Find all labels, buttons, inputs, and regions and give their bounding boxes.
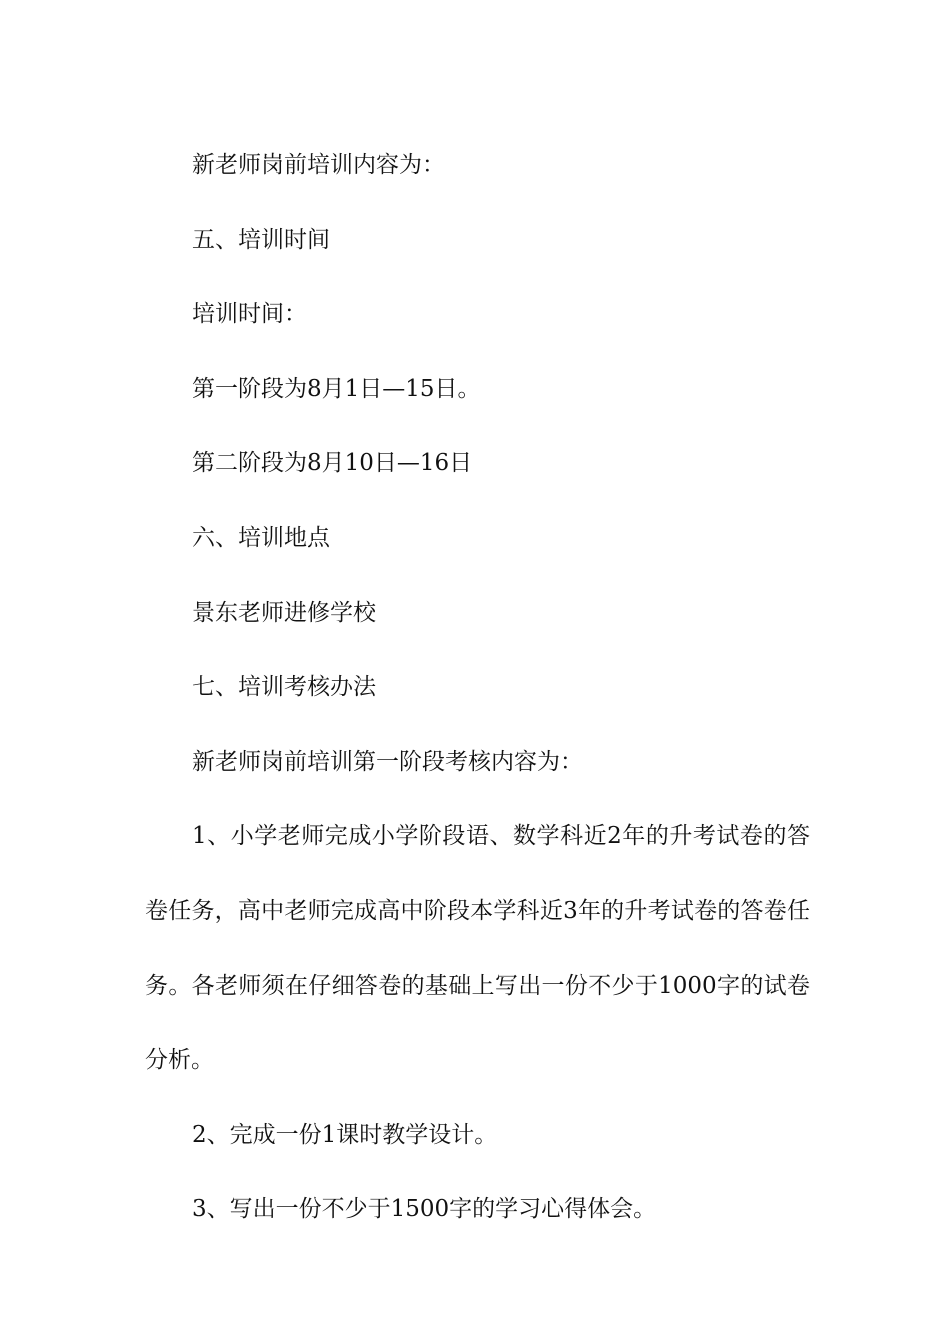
paragraph-phase-two: 第二阶段为8月10日—16日 xyxy=(192,450,473,477)
paragraph-location: 景东老师进修学校 xyxy=(192,599,376,626)
paragraph-assessment-item-1: 1、小学老师完成小学阶段语、数学科近2年的升考试卷的答卷任务，高中老师完成高中阶段本学科近3年的升考试卷的答卷任务。各老师须在仔细答卷的基础上写出一份不少于1000字的试卷分析。 xyxy=(145,823,810,1074)
paragraph-assessment-item-2: 2、完成一份1课时教学设计。 xyxy=(192,1121,498,1148)
paragraph-phase-one: 第一阶段为8月1日—15日。 xyxy=(192,375,481,402)
section-heading-training-time: 五、培训时间 xyxy=(192,226,330,253)
paragraph-assessment-item-3: 3、写出一份不少于1500字的学习心得体会。 xyxy=(192,1196,657,1223)
paragraph-training-content-heading: 新老师岗前培训内容为： xyxy=(192,152,445,178)
paragraph-training-time-label: 培训时间： xyxy=(192,301,307,328)
paragraph-assessment-intro: 新老师岗前培训第一阶段考核内容为： xyxy=(192,748,583,775)
section-heading-training-location: 六、培训地点 xyxy=(192,524,330,551)
document-body xyxy=(145,128,810,1247)
section-heading-assessment: 七、培训考核办法 xyxy=(192,674,376,701)
